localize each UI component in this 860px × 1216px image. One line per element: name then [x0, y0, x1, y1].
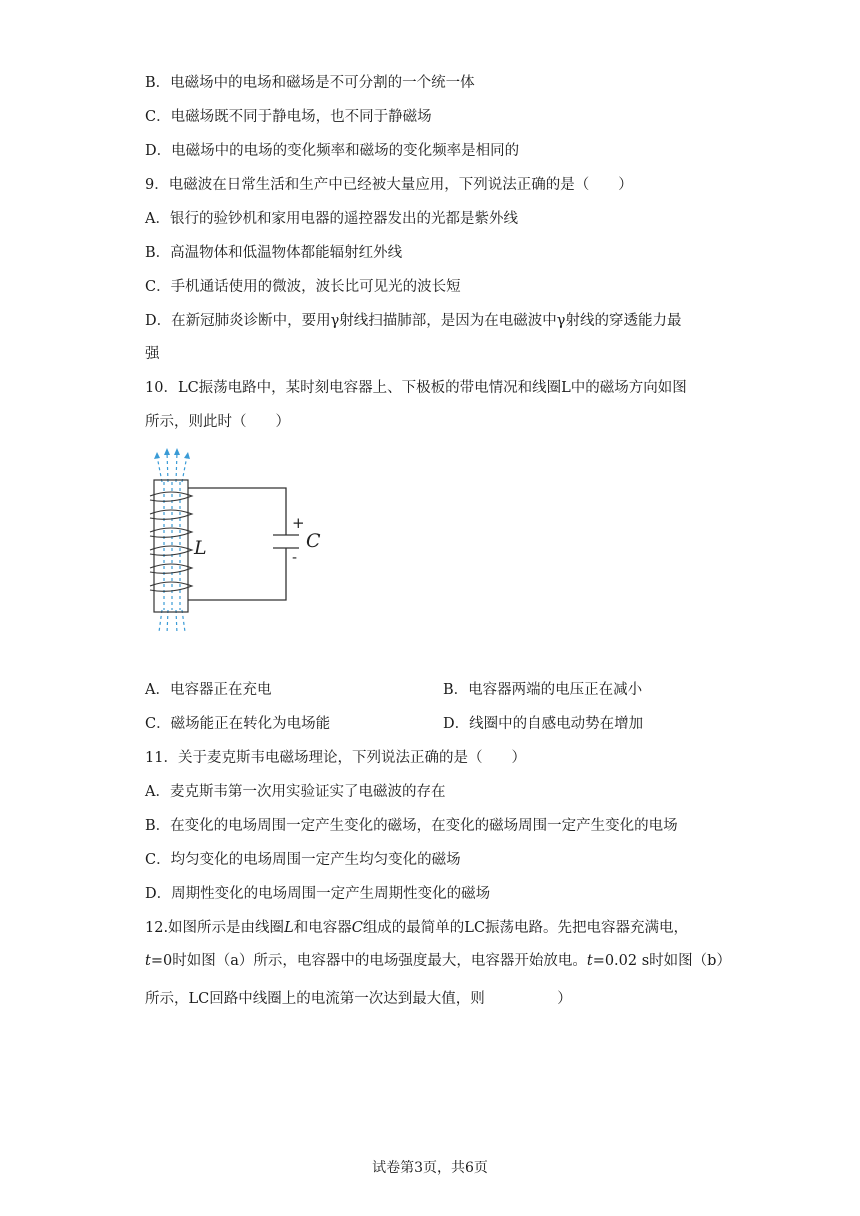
q11-option-c: C．均匀变化的电场周围一定产生均匀变化的磁场: [145, 852, 461, 868]
capacitor-minus-sign: -: [292, 550, 298, 566]
q12-var-t1: t: [145, 953, 151, 969]
q8-option-d: D．电磁场中的电场的变化频率和磁场的变化频率是相同的: [145, 143, 520, 159]
q9-option-a: A．银行的验钞机和家用电器的遥控器发出的光都是紫外线: [145, 211, 518, 227]
q8-option-b: B．电磁场中的电场和磁场是不可分割的一个统一体: [145, 75, 475, 91]
lc-circuit-figure: [140, 448, 340, 638]
q12-var-t2: t: [586, 953, 593, 969]
q11-option-b: B．在变化的电场周围一定产生变化的磁场，在变化的磁场周围一定产生变化的电场: [145, 818, 678, 834]
capacitor-label: C: [306, 530, 321, 552]
q12-text-a: 12.如图所示是由线圈: [145, 920, 285, 936]
q11-stem: 11．关于麦克斯韦电磁场理论，下列说法正确的是（ ）: [145, 750, 526, 766]
q11-option-a: A．麦克斯韦第一次用实验证实了电磁波的存在: [145, 784, 446, 800]
q9-stem: 9．电磁波在日常生活和生产中已经被大量应用，下列说法正确的是（ ）: [145, 177, 633, 193]
q12-line2: [145, 951, 731, 971]
q9-option-d-line1: D．在新冠肺炎诊断中，要用γ射线扫描肺部，是因为在电磁波中γ射线的穿透能力最: [145, 313, 682, 329]
q9-option-d-line2: 强: [145, 346, 160, 362]
q11-option-d: D．周期性变化的电场周围一定产生周期性变化的磁场: [145, 886, 491, 902]
magnetic-field-lines: [157, 452, 187, 634]
q12-var-l: L: [284, 920, 294, 936]
q12-line3: 所示，LC回路中线圈上的电流第一次达到最大值，则 ）: [145, 991, 572, 1007]
inductor-coil: [150, 492, 192, 591]
q12-text-e: =0.02 s时如图（b）: [592, 953, 731, 969]
q10-option-c: C．磁场能正在转化为电场能: [145, 716, 331, 732]
q12-text-b: 和电容器: [293, 920, 352, 936]
q12-line1: [145, 918, 688, 938]
q12-text-c: 组成的最简单的LC振荡电路。先把电容器充满电，: [362, 920, 689, 936]
q12-var-c: C: [351, 920, 363, 936]
capacitor-plus-sign: +: [292, 514, 305, 532]
inductor-label: L: [194, 537, 207, 559]
q10-option-d: D．线圈中的自感电动势在增加: [443, 716, 644, 732]
q9-option-c: C．手机通话使用的微波，波长比可见光的波长短: [145, 279, 461, 295]
field-arrowheads: [154, 448, 190, 459]
q9-option-b: B．高温物体和低温物体都能辐射红外线: [145, 245, 403, 261]
q8-option-c: C．电磁场既不同于静电场，也不同于静磁场: [145, 109, 432, 125]
lc-circuit-diagram: [140, 448, 340, 638]
q10-stem-line2: 所示，则此时（ ）: [145, 414, 290, 430]
q10-option-b: B．电容器两端的电压正在减小: [443, 682, 643, 698]
q10-option-a: A．电容器正在充电: [145, 682, 272, 698]
q10-stem-line1: 10．LC振荡电路中，某时刻电容器上、下极板的带电情况和线圈L中的磁场方向如图: [145, 380, 687, 396]
page-footer: 试卷第3页，共6页: [372, 1160, 488, 1176]
q12-text-d: =0时如图（a）所示，电容器中的电场强度最大，电容器开始放电。: [150, 953, 587, 969]
